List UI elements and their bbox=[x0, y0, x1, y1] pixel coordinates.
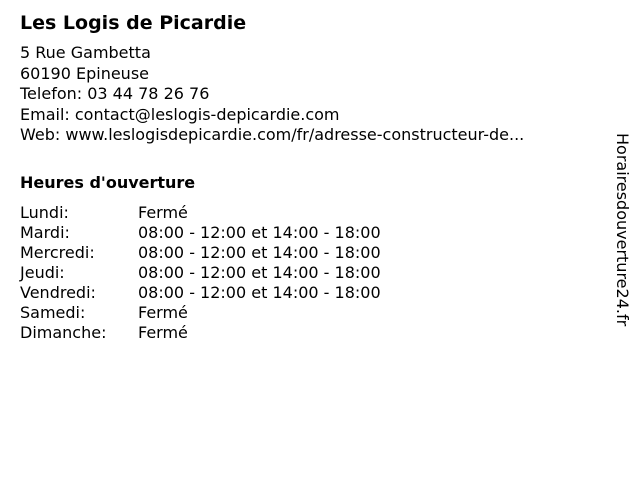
hours-row bbox=[20, 203, 600, 223]
hours-row bbox=[20, 323, 600, 343]
business-name: Les Logis de Picardie bbox=[20, 12, 247, 34]
street-address: 5 Rue Gambetta bbox=[20, 43, 151, 62]
day-hours: Fermé bbox=[138, 302, 188, 322]
site-watermark: Horairesdouverture24.fr bbox=[613, 133, 632, 327]
hours-row bbox=[20, 283, 600, 303]
day-label: Dimanche: bbox=[20, 322, 107, 342]
day-label: Lundi: bbox=[20, 202, 69, 222]
opening-hours-table bbox=[20, 203, 600, 343]
day-label: Jeudi: bbox=[20, 262, 65, 282]
day-hours: 08:00 - 12:00 et 14:00 - 18:00 bbox=[138, 262, 381, 282]
day-label: Mardi: bbox=[20, 222, 70, 242]
day-label: Samedi: bbox=[20, 302, 86, 322]
day-label: Mercredi: bbox=[20, 242, 95, 262]
opening-hours-heading: Heures d'ouverture bbox=[20, 172, 196, 192]
day-label: Vendredi: bbox=[20, 282, 96, 302]
hours-row bbox=[20, 243, 600, 263]
website-line: Web: www.leslogisdepicardie.com/fr/adresse-constructeur-de... bbox=[20, 125, 525, 144]
day-hours: 08:00 - 12:00 et 14:00 - 18:00 bbox=[138, 282, 381, 302]
hours-row bbox=[20, 303, 600, 323]
phone-line: Telefon: 03 44 78 26 76 bbox=[20, 84, 210, 103]
day-hours: Fermé bbox=[138, 202, 188, 222]
hours-row bbox=[20, 263, 600, 283]
business-card bbox=[20, 10, 600, 343]
city-postcode: 60190 Epineuse bbox=[20, 63, 149, 83]
hours-row bbox=[20, 223, 600, 243]
address-block bbox=[20, 43, 600, 146]
day-hours: Fermé bbox=[138, 322, 188, 342]
day-hours: 08:00 - 12:00 et 14:00 - 18:00 bbox=[138, 222, 381, 242]
email-line: Email: contact@leslogis-depicardie.com bbox=[20, 104, 340, 124]
day-hours: 08:00 - 12:00 et 14:00 - 18:00 bbox=[138, 242, 381, 262]
